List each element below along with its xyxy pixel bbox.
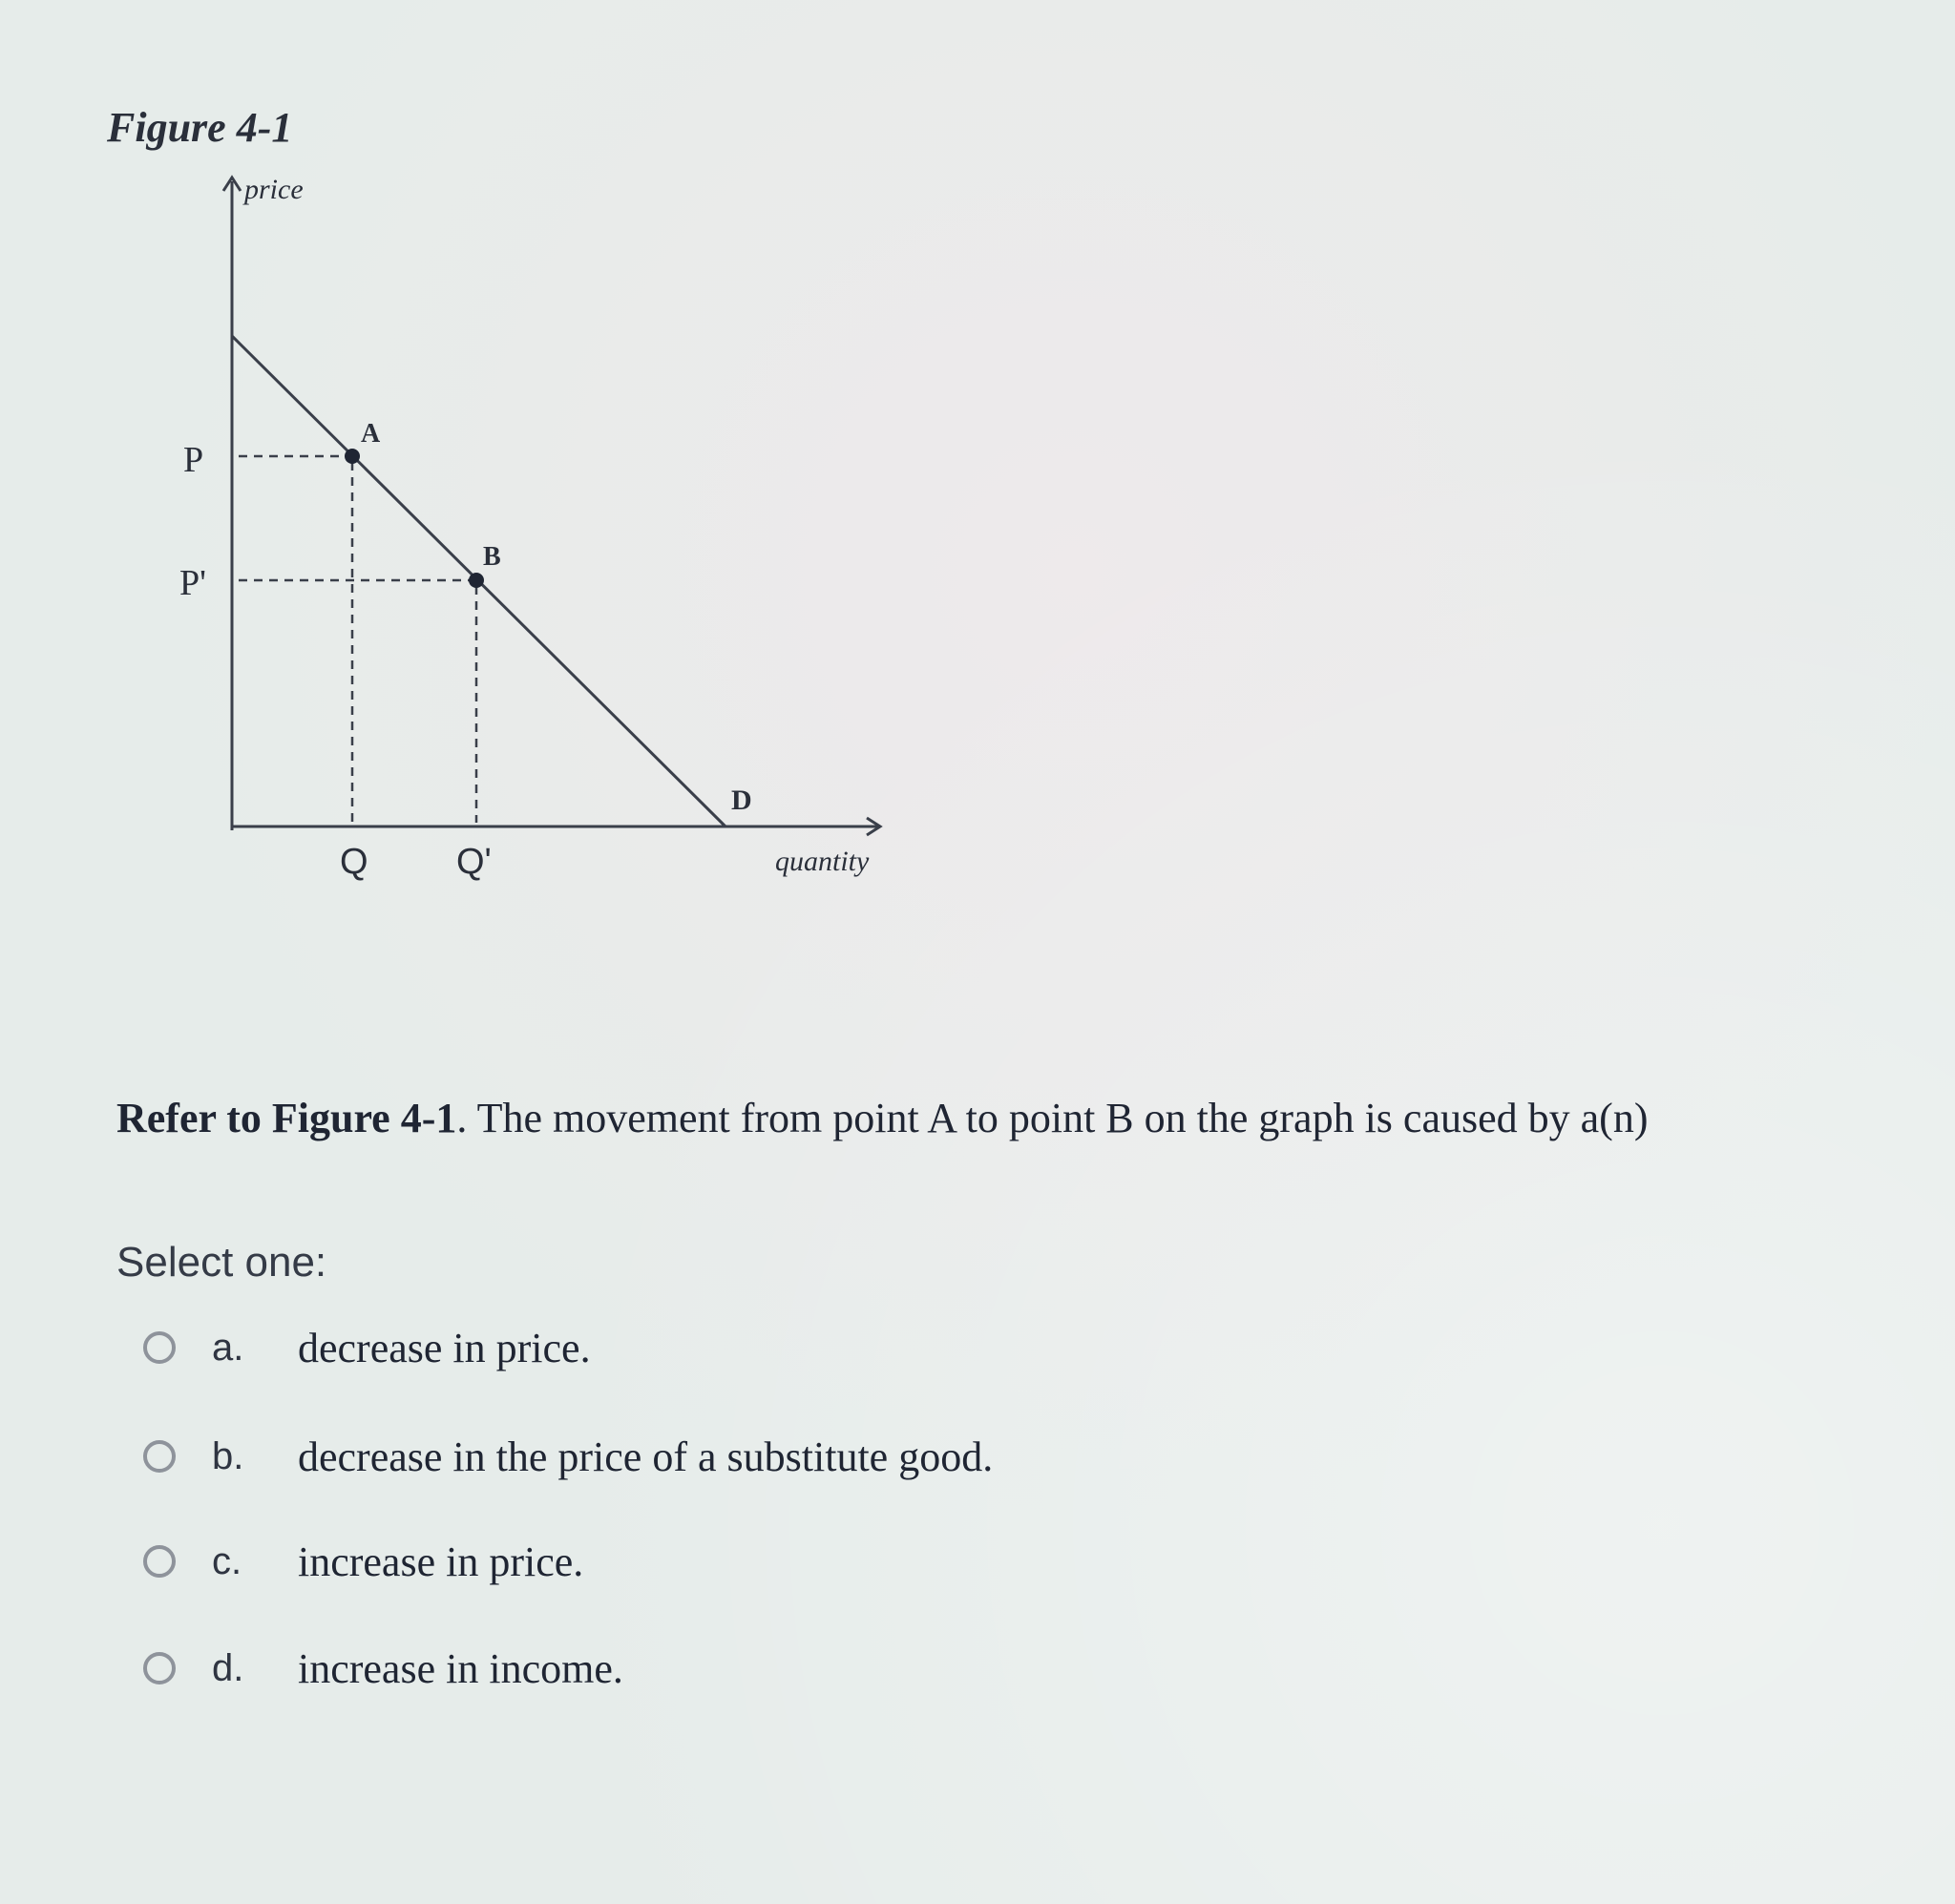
option-b-text: decrease in the price of a substitute good. (298, 1433, 994, 1480)
question-text (116, 1094, 1648, 1142)
point-a (345, 449, 360, 464)
radio-button-a[interactable] (143, 1331, 176, 1364)
option-a[interactable] (143, 1319, 591, 1376)
tick-label-q-prime: Q' (456, 842, 492, 882)
option-c-letter: c. (212, 1539, 242, 1582)
figure-title: Figure 4-1 (107, 104, 293, 151)
option-d[interactable] (143, 1640, 623, 1697)
option-c-text: increase in price. (298, 1538, 584, 1585)
option-c[interactable] (143, 1533, 583, 1590)
option-b[interactable] (143, 1428, 993, 1485)
option-a-text: decrease in price. (298, 1324, 591, 1371)
option-b-letter: b. (212, 1434, 244, 1477)
radio-button-d[interactable] (143, 1652, 176, 1684)
tick-label-p-prime: P' (179, 563, 206, 603)
select-one-prompt: Select one: (116, 1239, 327, 1286)
radio-button-c[interactable] (143, 1545, 176, 1578)
question-figure-ref: Refer to Figure 4-1 (116, 1095, 457, 1141)
option-d-letter: d. (212, 1646, 244, 1689)
point-label-a: A (361, 419, 381, 449)
option-a-letter: a. (212, 1326, 244, 1369)
x-axis-label: quantity (775, 846, 870, 877)
point-label-b: B (483, 542, 501, 572)
tick-label-q: Q (340, 842, 368, 882)
option-d-text: increase in income. (298, 1644, 623, 1692)
question-body: . The movement from point A to point B on the graph is caused by a(n) (456, 1095, 1649, 1141)
radio-button-b[interactable] (143, 1440, 176, 1473)
tick-label-p: P (183, 440, 204, 480)
curve-label-d: D (731, 785, 752, 816)
y-axis-label: price (244, 174, 304, 205)
point-b (469, 573, 484, 588)
